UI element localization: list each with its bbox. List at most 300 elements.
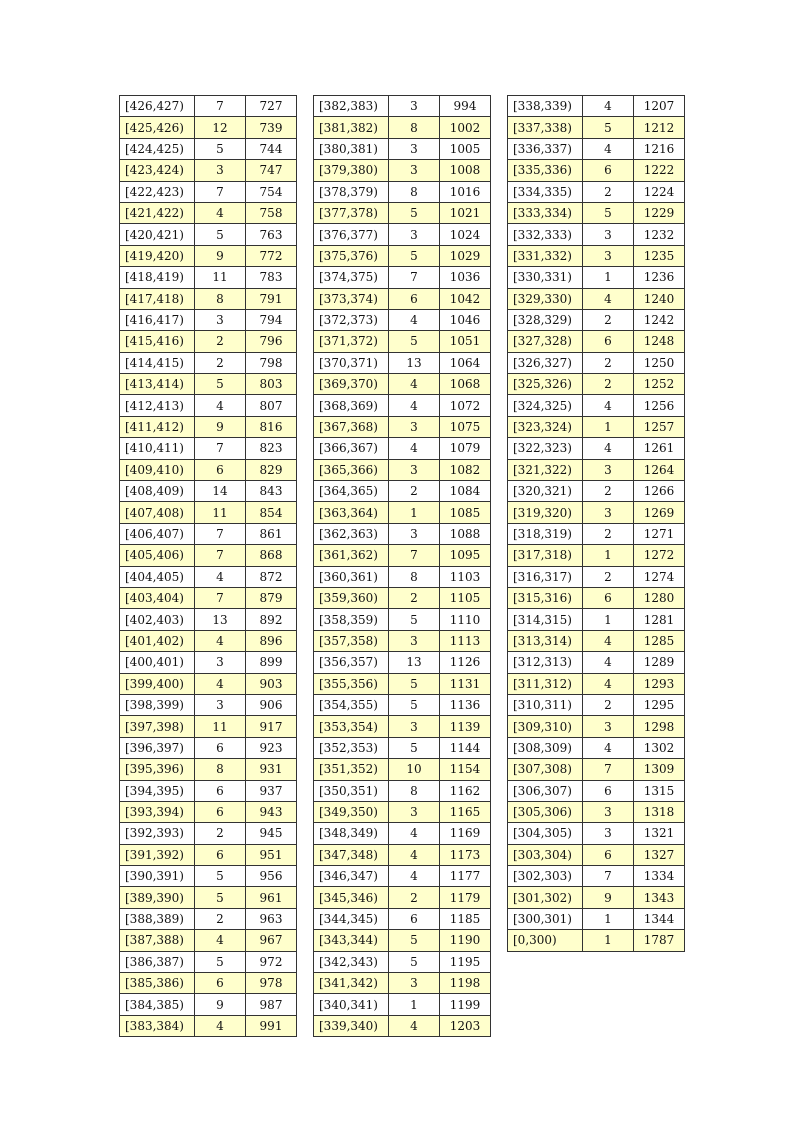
table-row <box>508 202 685 223</box>
count-cell: 2 <box>195 331 246 352</box>
score-range-cell: [354,355) <box>314 694 389 715</box>
score-range-cell: [408,409) <box>120 481 195 502</box>
score-range-cell: [332,333) <box>508 224 583 245</box>
table-row <box>120 459 297 480</box>
cumulative-cell: 1165 <box>440 801 491 822</box>
table-row <box>314 545 491 566</box>
count-cell: 4 <box>389 823 440 844</box>
count-cell: 2 <box>583 566 634 587</box>
cumulative-cell: 1177 <box>440 866 491 887</box>
count-cell: 2 <box>583 181 634 202</box>
count-cell: 4 <box>583 395 634 416</box>
count-cell: 3 <box>389 523 440 544</box>
cumulative-cell: 829 <box>246 459 297 480</box>
table-row <box>314 652 491 673</box>
count-cell: 5 <box>195 138 246 159</box>
score-range-cell: [363,364) <box>314 502 389 523</box>
score-range-cell: [310,311) <box>508 694 583 715</box>
cumulative-cell: 991 <box>246 1015 297 1036</box>
table-row <box>314 224 491 245</box>
cumulative-cell: 1321 <box>634 823 685 844</box>
cumulative-cell: 937 <box>246 780 297 801</box>
score-range-cell: [394,395) <box>120 780 195 801</box>
count-cell: 3 <box>583 716 634 737</box>
cumulative-cell: 868 <box>246 545 297 566</box>
score-range-cell: [336,337) <box>508 138 583 159</box>
count-cell: 5 <box>195 951 246 972</box>
score-range-cell: [415,416) <box>120 331 195 352</box>
score-range-cell: [416,417) <box>120 309 195 330</box>
count-cell: 1 <box>583 908 634 929</box>
table-row <box>120 331 297 352</box>
score-range-cell: [377,378) <box>314 202 389 223</box>
cumulative-cell: 794 <box>246 309 297 330</box>
cumulative-cell: 951 <box>246 844 297 865</box>
cumulative-cell: 1327 <box>634 844 685 865</box>
score-range-cell: [327,328) <box>508 331 583 352</box>
score-table-col-2 <box>313 95 491 1037</box>
cumulative-cell: 961 <box>246 887 297 908</box>
count-cell: 2 <box>389 481 440 502</box>
table-row <box>120 160 297 181</box>
score-range-cell: [364,365) <box>314 481 389 502</box>
table-row <box>508 823 685 844</box>
count-cell: 3 <box>389 630 440 651</box>
count-cell: 5 <box>195 224 246 245</box>
score-range-cell: [322,323) <box>508 438 583 459</box>
score-range-cell: [311,312) <box>508 673 583 694</box>
count-cell: 4 <box>389 374 440 395</box>
table-row <box>120 288 297 309</box>
table-row <box>508 866 685 887</box>
count-cell: 2 <box>583 523 634 544</box>
count-cell: 1 <box>583 416 634 437</box>
table-row <box>508 416 685 437</box>
table-row <box>508 502 685 523</box>
count-cell: 13 <box>195 609 246 630</box>
table-row <box>508 908 685 929</box>
cumulative-cell: 872 <box>246 566 297 587</box>
count-cell: 5 <box>389 202 440 223</box>
score-range-cell: [425,426) <box>120 117 195 138</box>
count-cell: 7 <box>583 866 634 887</box>
score-range-cell: [350,351) <box>314 780 389 801</box>
table-row <box>120 374 297 395</box>
cumulative-cell: 1126 <box>440 652 491 673</box>
cumulative-cell: 1144 <box>440 737 491 758</box>
count-cell: 5 <box>389 609 440 630</box>
score-range-cell: [362,363) <box>314 523 389 544</box>
cumulative-cell: 739 <box>246 117 297 138</box>
count-cell: 5 <box>195 866 246 887</box>
cumulative-cell: 1257 <box>634 416 685 437</box>
score-range-cell: [331,332) <box>508 245 583 266</box>
score-range-cell: [413,414) <box>120 374 195 395</box>
cumulative-cell: 972 <box>246 951 297 972</box>
score-range-cell: [422,423) <box>120 181 195 202</box>
cumulative-cell: 923 <box>246 737 297 758</box>
score-range-cell: [349,350) <box>314 801 389 822</box>
cumulative-cell: 1289 <box>634 652 685 673</box>
score-range-cell: [384,385) <box>120 994 195 1015</box>
cumulative-cell: 1016 <box>440 181 491 202</box>
count-cell: 9 <box>195 994 246 1015</box>
score-range-cell: [409,410) <box>120 459 195 480</box>
count-cell: 5 <box>195 887 246 908</box>
cumulative-cell: 1256 <box>634 395 685 416</box>
cumulative-cell: 1271 <box>634 523 685 544</box>
cumulative-cell: 727 <box>246 96 297 117</box>
cumulative-cell: 1266 <box>634 481 685 502</box>
count-cell: 1 <box>583 545 634 566</box>
cumulative-cell: 1240 <box>634 288 685 309</box>
cumulative-cell: 943 <box>246 801 297 822</box>
cumulative-cell: 758 <box>246 202 297 223</box>
count-cell: 1 <box>389 502 440 523</box>
cumulative-cell: 1024 <box>440 224 491 245</box>
count-cell: 6 <box>195 801 246 822</box>
cumulative-cell: 772 <box>246 245 297 266</box>
cumulative-cell: 956 <box>246 866 297 887</box>
score-range-cell: [314,315) <box>508 609 583 630</box>
count-cell: 7 <box>195 181 246 202</box>
count-cell: 12 <box>195 117 246 138</box>
cumulative-cell: 816 <box>246 416 297 437</box>
cumulative-cell: 1222 <box>634 160 685 181</box>
table-row <box>120 117 297 138</box>
count-cell: 2 <box>389 887 440 908</box>
table-row <box>120 545 297 566</box>
table-row <box>508 245 685 266</box>
table-row <box>120 566 297 587</box>
count-cell: 9 <box>195 245 246 266</box>
cumulative-cell: 1088 <box>440 523 491 544</box>
cumulative-cell: 931 <box>246 759 297 780</box>
cumulative-cell: 903 <box>246 673 297 694</box>
score-range-cell: [383,384) <box>120 1015 195 1036</box>
table-row <box>314 844 491 865</box>
cumulative-cell: 1046 <box>440 309 491 330</box>
count-cell: 8 <box>195 288 246 309</box>
table-row <box>314 801 491 822</box>
count-cell: 3 <box>389 160 440 181</box>
count-cell: 4 <box>389 309 440 330</box>
cumulative-cell: 1075 <box>440 416 491 437</box>
table-row <box>314 117 491 138</box>
cumulative-cell: 1190 <box>440 930 491 951</box>
table-row <box>314 951 491 972</box>
count-cell: 3 <box>583 801 634 822</box>
cumulative-cell: 1068 <box>440 374 491 395</box>
table-row <box>120 694 297 715</box>
count-cell: 5 <box>389 930 440 951</box>
table-row <box>508 138 685 159</box>
table-row <box>508 481 685 502</box>
cumulative-cell: 1064 <box>440 352 491 373</box>
table-row <box>314 887 491 908</box>
cumulative-cell: 1235 <box>634 245 685 266</box>
score-range-cell: [389,390) <box>120 887 195 908</box>
table-row <box>314 96 491 117</box>
table-row <box>120 395 297 416</box>
score-range-cell: [402,403) <box>120 609 195 630</box>
count-cell: 2 <box>583 374 634 395</box>
count-cell: 5 <box>389 245 440 266</box>
cumulative-cell: 783 <box>246 267 297 288</box>
score-range-cell: [356,357) <box>314 652 389 673</box>
score-range-cell: [405,406) <box>120 545 195 566</box>
table-row <box>508 117 685 138</box>
count-cell: 3 <box>583 823 634 844</box>
count-cell: 7 <box>195 545 246 566</box>
score-range-cell: [388,389) <box>120 908 195 929</box>
table-row <box>314 759 491 780</box>
cumulative-cell: 1272 <box>634 545 685 566</box>
table-row <box>508 224 685 245</box>
score-range-cell: [320,321) <box>508 481 583 502</box>
cumulative-cell: 892 <box>246 609 297 630</box>
cumulative-cell: 861 <box>246 523 297 544</box>
score-range-cell: [404,405) <box>120 566 195 587</box>
count-cell: 1 <box>583 930 634 951</box>
score-range-cell: [369,370) <box>314 374 389 395</box>
cumulative-cell: 1005 <box>440 138 491 159</box>
score-range-cell: [339,340) <box>314 1015 389 1036</box>
table-row <box>508 694 685 715</box>
score-range-cell: [397,398) <box>120 716 195 737</box>
table-row <box>314 737 491 758</box>
table-row <box>314 502 491 523</box>
cumulative-cell: 854 <box>246 502 297 523</box>
table-row <box>508 930 685 951</box>
cumulative-cell: 1295 <box>634 694 685 715</box>
count-cell: 5 <box>389 694 440 715</box>
cumulative-cell: 899 <box>246 652 297 673</box>
cumulative-cell: 1113 <box>440 630 491 651</box>
cumulative-cell: 1236 <box>634 267 685 288</box>
table-row <box>314 780 491 801</box>
score-range-cell: [424,425) <box>120 138 195 159</box>
cumulative-cell: 747 <box>246 160 297 181</box>
table-row <box>314 245 491 266</box>
count-cell: 3 <box>583 245 634 266</box>
cumulative-cell: 945 <box>246 823 297 844</box>
score-range-cell: [326,327) <box>508 352 583 373</box>
score-range-cell: [316,317) <box>508 566 583 587</box>
count-cell: 3 <box>195 309 246 330</box>
table-row <box>120 587 297 608</box>
score-range-cell: [313,314) <box>508 630 583 651</box>
table-row <box>120 673 297 694</box>
table-row <box>314 1015 491 1036</box>
cumulative-cell: 754 <box>246 181 297 202</box>
count-cell: 1 <box>583 609 634 630</box>
count-cell: 10 <box>389 759 440 780</box>
table-row <box>120 523 297 544</box>
cumulative-cell: 1185 <box>440 908 491 929</box>
count-cell: 13 <box>389 652 440 673</box>
count-cell: 3 <box>195 694 246 715</box>
table-row <box>120 652 297 673</box>
count-cell: 3 <box>583 502 634 523</box>
cumulative-cell: 1082 <box>440 459 491 480</box>
count-cell: 2 <box>583 694 634 715</box>
table-row <box>508 609 685 630</box>
cumulative-cell: 1280 <box>634 587 685 608</box>
table-row <box>120 994 297 1015</box>
score-range-cell: [340,341) <box>314 994 389 1015</box>
count-cell: 7 <box>195 96 246 117</box>
count-cell: 4 <box>195 566 246 587</box>
score-range-cell: [423,424) <box>120 160 195 181</box>
count-cell: 2 <box>195 823 246 844</box>
cumulative-cell: 1250 <box>634 352 685 373</box>
table-row <box>314 352 491 373</box>
table-row <box>120 224 297 245</box>
table-row <box>314 973 491 994</box>
count-cell: 4 <box>583 652 634 673</box>
cumulative-cell: 1281 <box>634 609 685 630</box>
count-cell: 6 <box>195 459 246 480</box>
count-cell: 2 <box>583 481 634 502</box>
cumulative-cell: 1084 <box>440 481 491 502</box>
table-row <box>120 887 297 908</box>
table-row <box>120 930 297 951</box>
count-cell: 2 <box>195 352 246 373</box>
table-row <box>508 587 685 608</box>
cumulative-cell: 1072 <box>440 395 491 416</box>
score-range-cell: [307,308) <box>508 759 583 780</box>
cumulative-cell: 1248 <box>634 331 685 352</box>
cumulative-cell: 1274 <box>634 566 685 587</box>
score-range-cell: [305,306) <box>508 801 583 822</box>
count-cell: 6 <box>389 908 440 929</box>
cumulative-cell: 1315 <box>634 780 685 801</box>
count-cell: 4 <box>389 438 440 459</box>
count-cell: 6 <box>583 587 634 608</box>
cumulative-cell: 1110 <box>440 609 491 630</box>
table-row <box>314 908 491 929</box>
count-cell: 2 <box>583 309 634 330</box>
cumulative-cell: 1036 <box>440 267 491 288</box>
count-cell: 4 <box>389 1015 440 1036</box>
table-row <box>508 459 685 480</box>
score-range-cell: [385,386) <box>120 973 195 994</box>
cumulative-cell: 744 <box>246 138 297 159</box>
count-cell: 4 <box>195 673 246 694</box>
table-row <box>120 759 297 780</box>
cumulative-cell: 967 <box>246 930 297 951</box>
table-row <box>314 823 491 844</box>
count-cell: 4 <box>195 202 246 223</box>
count-cell: 8 <box>389 181 440 202</box>
score-range-cell: [419,420) <box>120 245 195 266</box>
table-row <box>314 523 491 544</box>
cumulative-cell: 1224 <box>634 181 685 202</box>
cumulative-cell: 1002 <box>440 117 491 138</box>
count-cell: 5 <box>389 673 440 694</box>
table-row <box>508 566 685 587</box>
table-row <box>120 309 297 330</box>
table-row <box>120 866 297 887</box>
score-range-cell: [321,322) <box>508 459 583 480</box>
count-cell: 5 <box>389 951 440 972</box>
table-row <box>120 502 297 523</box>
table-row <box>314 673 491 694</box>
score-range-cell: [360,361) <box>314 566 389 587</box>
score-range-cell: [348,349) <box>314 823 389 844</box>
cumulative-cell: 1179 <box>440 887 491 908</box>
table-row <box>314 694 491 715</box>
table-row <box>120 202 297 223</box>
cumulative-cell: 803 <box>246 374 297 395</box>
score-range-cell: [400,401) <box>120 652 195 673</box>
table-row <box>508 160 685 181</box>
cumulative-cell: 1079 <box>440 438 491 459</box>
score-range-cell: [347,348) <box>314 844 389 865</box>
score-range-cell: [319,320) <box>508 502 583 523</box>
cumulative-cell: 1216 <box>634 138 685 159</box>
cumulative-cell: 987 <box>246 994 297 1015</box>
count-cell: 6 <box>583 160 634 181</box>
cumulative-cell: 1105 <box>440 587 491 608</box>
cumulative-cell: 1029 <box>440 245 491 266</box>
count-cell: 5 <box>195 374 246 395</box>
score-range-cell: [372,373) <box>314 309 389 330</box>
score-range-cell: [391,392) <box>120 844 195 865</box>
score-range-cell: [333,334) <box>508 202 583 223</box>
score-range-cell: [355,356) <box>314 673 389 694</box>
table-row <box>508 545 685 566</box>
count-cell: 3 <box>389 973 440 994</box>
cumulative-cell: 1131 <box>440 673 491 694</box>
score-range-cell: [375,376) <box>314 245 389 266</box>
table-row <box>120 96 297 117</box>
table-row <box>508 737 685 758</box>
table-row <box>314 309 491 330</box>
count-cell: 2 <box>389 587 440 608</box>
count-cell: 4 <box>195 630 246 651</box>
table-row <box>314 267 491 288</box>
count-cell: 7 <box>195 523 246 544</box>
table-row <box>120 716 297 737</box>
count-cell: 4 <box>389 866 440 887</box>
count-cell: 4 <box>389 844 440 865</box>
count-cell: 8 <box>195 759 246 780</box>
score-range-cell: [359,360) <box>314 587 389 608</box>
score-range-cell: [324,325) <box>508 395 583 416</box>
count-cell: 3 <box>389 416 440 437</box>
count-cell: 7 <box>389 267 440 288</box>
cumulative-cell: 1198 <box>440 973 491 994</box>
score-range-cell: [342,343) <box>314 951 389 972</box>
score-range-cell: [382,383) <box>314 96 389 117</box>
cumulative-cell: 763 <box>246 224 297 245</box>
score-range-cell: [374,375) <box>314 267 389 288</box>
cumulative-cell: 1252 <box>634 374 685 395</box>
table-row <box>120 267 297 288</box>
cumulative-cell: 1139 <box>440 716 491 737</box>
count-cell: 4 <box>583 96 634 117</box>
cumulative-cell: 978 <box>246 973 297 994</box>
cumulative-cell: 906 <box>246 694 297 715</box>
count-cell: 6 <box>583 780 634 801</box>
score-range-cell: [367,368) <box>314 416 389 437</box>
table-row <box>120 973 297 994</box>
cumulative-cell: 1309 <box>634 759 685 780</box>
count-cell: 13 <box>389 352 440 373</box>
score-range-cell: [315,316) <box>508 587 583 608</box>
